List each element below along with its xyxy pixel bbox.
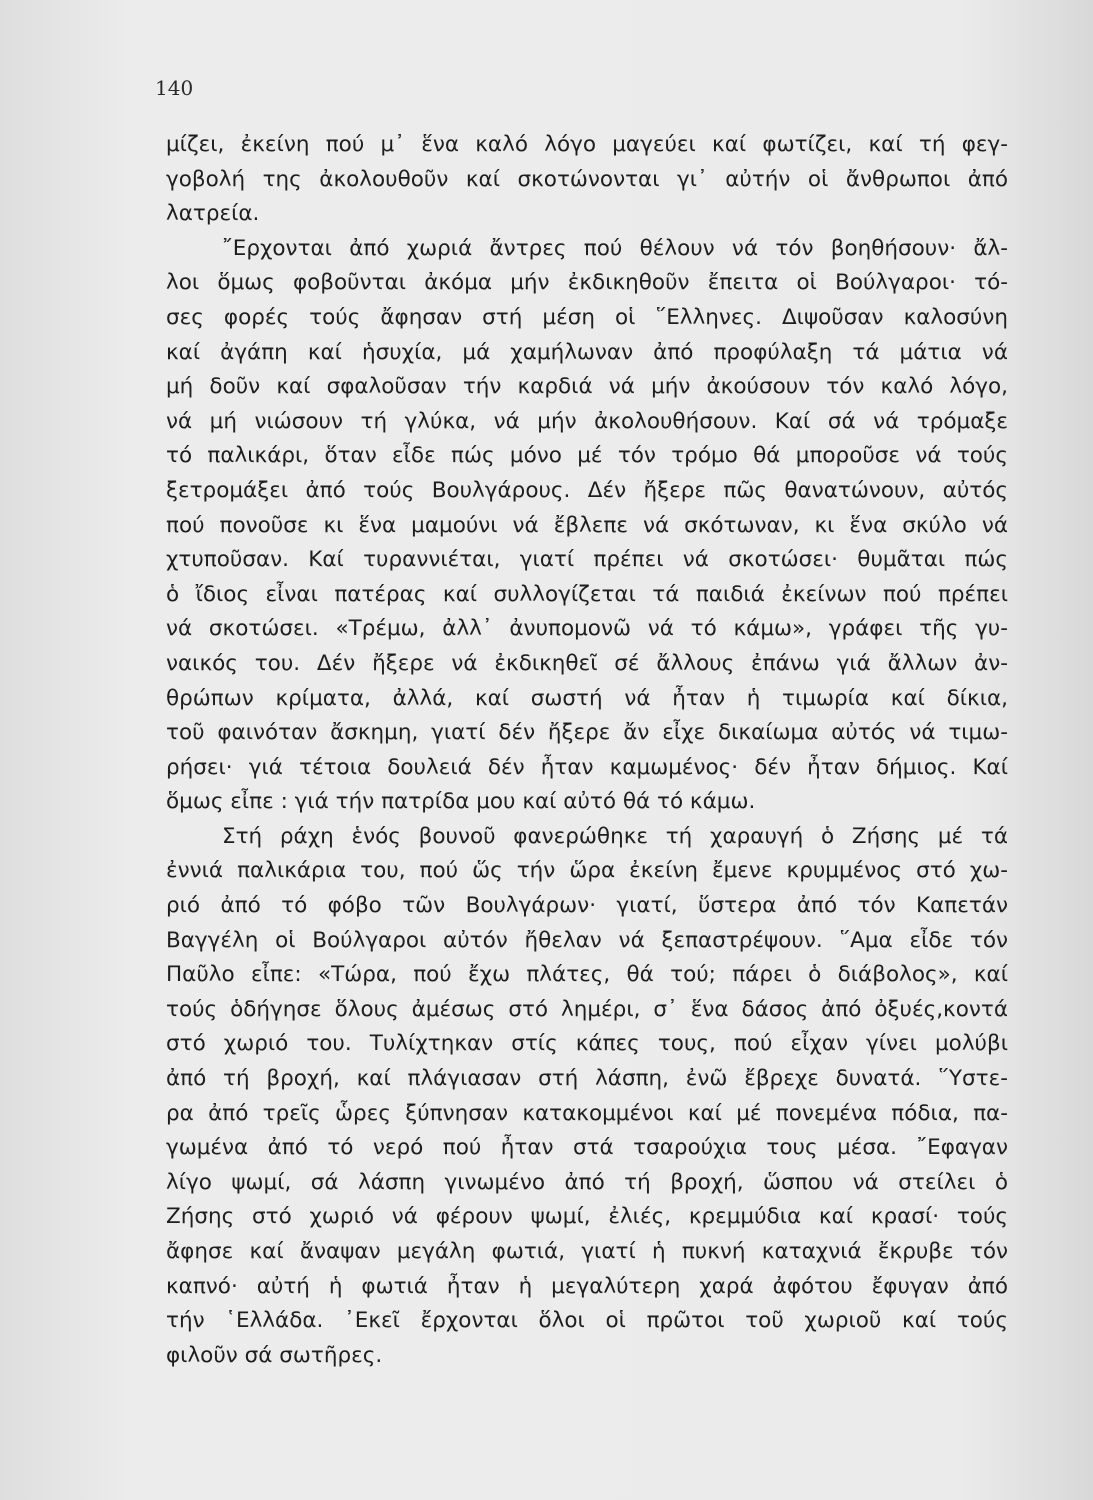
text-line: σες φορές τούς ἄφησαν στή μέση οἱ ῞Ελληνες. Διψοῦσαν καλοσύνη [166,304,1008,330]
text-line: ὅμως εἶπε : γιά τήν πατρίδα μου καί αὐτό θά τό κάμω. [166,789,756,815]
text-line: ῎Ερχονται ἀπό χωριά ἄντρες πού θέλουν νά τόν βοηθήσουν· ἄλ- [222,235,1008,261]
text-line: χτυποῦσαν. Καί τυραννιέται, γιατί πρέπει νά σκοτώσει· θυμᾶται πώς [166,547,1008,573]
text-line: γωμένα ἀπό τό νερό πού ἦταν στά τσαρούχια τους μέσα. ῎Εφαγαν [166,1135,1008,1161]
text-line: μή δοῦν καί σφαλοῦσαν τήν καρδιά νά μήν ἀκούσουν τόν καλό λόγο, [166,374,1008,400]
text-line: Παῦλο εἶπε: «Τώρα, πού ἔχω πλάτες, θά τού; πάρει ὁ διάβολος», καί [166,962,1008,988]
text-line: καί ἀγάπη καί ἡσυχία, μά χαμήλωναν ἀπό προφύλαξη τά μάτια νά [166,339,1008,365]
text-line: τήν ῾Ελλάδα. ᾿Εκεῖ ἔρχονται ὅλοι οἱ πρῶτοι τοῦ χωριοῦ καί τούς [166,1308,1008,1334]
text-line: ρήσει· γιά τέτοια δουλειά δέν ἦταν καμωμένος· δέν ἦταν δήμιος. Καί [166,754,1008,780]
text-line: νά μή νιώσουν τή γλύκα, νά μήν ἀκολουθήσουν. Καί σά νά τρόμαξε [166,408,1008,434]
text-line: τούς ὁδήγησε ὅλους ἀμέσως στό λημέρι, σ᾿ ἕνα δάσος ἀπό ὀξυές,κοντά [166,996,1008,1022]
text-line: ξετρομάξει ἀπό τούς Βουλγάρους. Δέν ἤξερε πῶς θανατώνουν, αὐτός [166,477,1008,503]
text-line: τοῦ φαινόταν ἄσκημη, γιατί δέν ἤξερε ἄν εἶχε δικαίωμα αὐτός νά τιμω- [166,720,1008,746]
page-number: 140 [155,76,194,100]
text-line: καπνό· αὐτή ἡ φωτιά ἦταν ἡ μεγαλύτερη χαρά ἀφότου ἔφυγαν ἀπό [166,1273,1008,1299]
text-line: Ζήσης στό χωριό νά φέρουν ψωμί, ἐλιές, κρεμμύδια καί κρασί· τούς [166,1204,1008,1230]
text-line: Στή ράχη ἑνός βουνοῦ φανερώθηκε τή χαραυγή ὁ Ζήσης μέ τά [222,823,1008,849]
text-line: στό χωριό του. Τυλίχτηκαν στίς κάπες τους, πού εἶχαν γίνει μολύβι [166,1031,1008,1057]
text-line: ρα ἀπό τρεῖς ὧρες ξύπνησαν κατακομμένοι καί μέ πονεμένα πόδια, πα- [166,1100,1008,1126]
text-line: ὁ ἴδιος εἶναι πατέρας καί συλλογίζεται τά παιδιά ἐκείνων πού πρέπει [166,581,1008,607]
text-line: ἀπό τή βροχή, καί πλάγιασαν στή λάσπη, ἐνῶ ἔβρεχε δυνατά. ῞Υστε- [166,1066,1008,1092]
text-line: ριό ἀπό τό φόβο τῶν Βουλγάρων· γιατί, ὕστερα ἀπό τόν Καπετάν [166,893,1008,919]
text-line: ναικός του. Δέν ἤξερε νά ἐκδικηθεῖ σέ ἄλλους ἐπάνω γιά ἄλλων ἀν- [166,650,1008,676]
body-text [166,128,1008,1373]
text-line: νά σκοτώσει. «Τρέμω, ἀλλ᾿ ἀνυπομονῶ νά τό κάμω», γράφει τῆς γυ- [166,616,1008,642]
text-line: ἄφησε καί ἄναψαν μεγάλη φωτιά, γιατί ἡ πυκνή καταχνιά ἔκρυβε τόν [166,1239,1008,1264]
text-line: μίζει, ἐκείνη πού μ᾿ ἕνα καλό λόγο μαγεύει καί φωτίζει, καί τή φεγ- [166,132,1008,157]
text-line: φιλοῦν σά σωτῆρες. [166,1342,383,1368]
text-line: ἐννιά παλικάρια του, πού ὥς τήν ὥρα ἐκείνη ἔμενε κρυμμένος στό χω- [166,858,1008,884]
text-line: λοι ὅμως φοβοῦνται ἀκόμα μήν ἐκδικηθοῦν ἔπειτα οἱ Βούλγαροι· τό- [166,270,1008,296]
text-line: θρώπων κρίματα, ἀλλά, καί σωστή νά ἦταν ἡ τιμωρία καί δίκια, [166,685,1008,711]
text-line: πού πονοῦσε κι ἕνα μαμούνι νά ἔβλεπε νά σκότωναν, κι ἕνα σκύλο νά [166,512,1008,538]
text-line: γοβολή της ἀκολουθοῦν καί σκοτώνονται γι᾿ αὐτήν οἱ ἄνθρωποι ἀπό [166,166,1008,192]
text-line: τό παλικάρι, ὅταν εἶδε πώς μόνο μέ τόν τρόμο θά μποροῦσε νά τούς [166,443,1008,469]
text-line: λατρεία. [166,201,260,227]
text-line: Βαγγέλη οἱ Βούλγαροι αὐτόν ἤθελαν νά ξεπαστρέψουν. ῞Αμα εἶδε τόν [166,927,1008,953]
text-line: λίγο ψωμί, σά λάσπη γινωμένο ἀπό τή βροχή, ὥσπου νά στείλει ὁ [166,1169,1008,1195]
